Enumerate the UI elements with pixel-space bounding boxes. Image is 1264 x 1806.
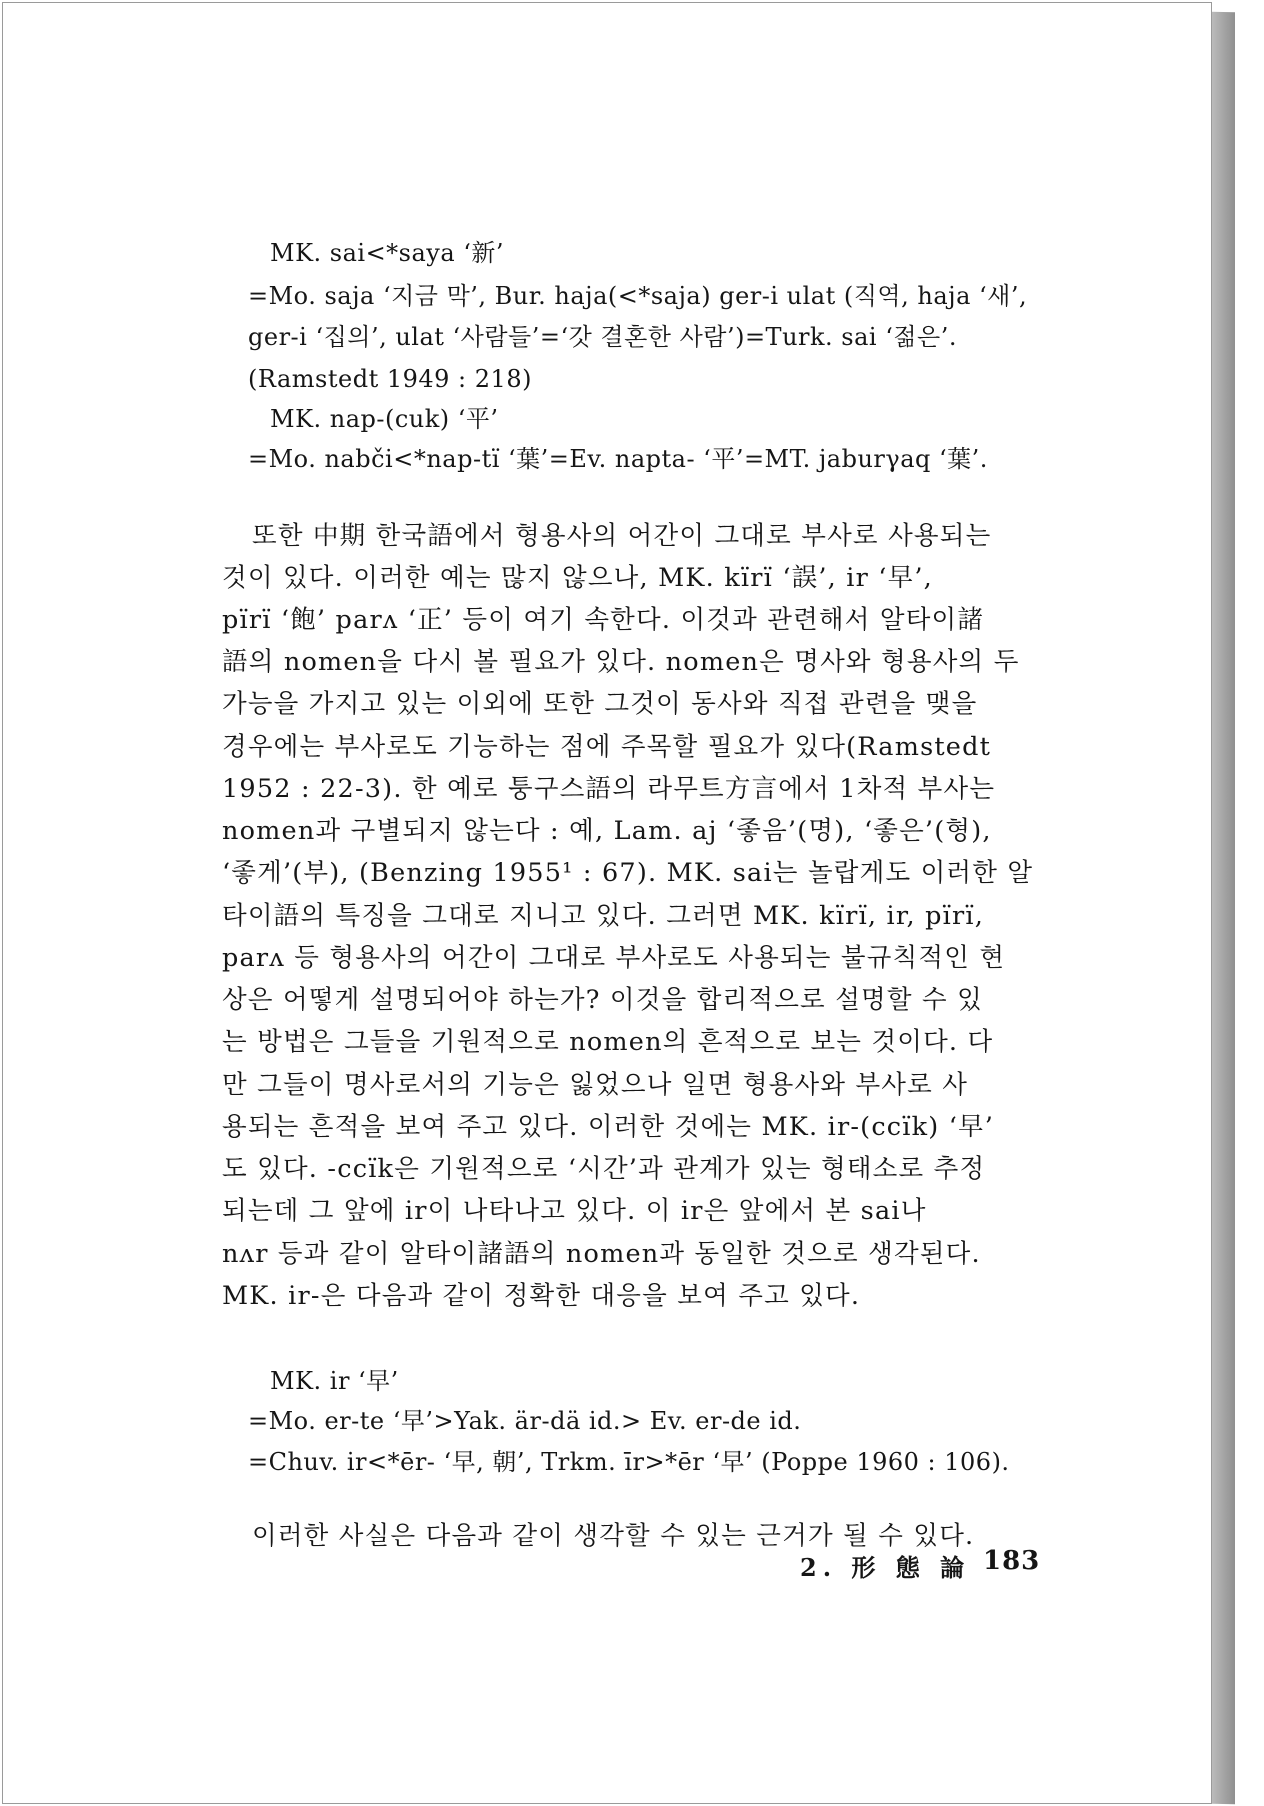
running-footer-section: 2. 形 態 論 (800, 1553, 971, 1582)
paragraph-line: 용되는 흔적을 보여 주고 있다. 이러한 것에는 MK. ir-(ccïk) ‘早’ (222, 1112, 995, 1142)
paragraph-line: nʌr 등과 같이 알타이諸語의 nomen과 동일한 것으로 생각된다. (222, 1239, 981, 1269)
paragraph-line: 만 그들이 명사로서의 기능은 잃었으나 일면 형용사와 부사로 사 (222, 1070, 969, 1100)
example-line: =Mo. saja ‘지금 막’, Bur. haja(<*saja) ger-i ulat (직역, haja ‘새’, (248, 282, 1028, 310)
example-line: (Ramstedt 1949 : 218) (248, 365, 532, 393)
example-line: =Chuv. ir<*ēr- ‘早, 朝’, Trkm. īr>*ēr ‘早’ (Poppe 1960 : 106). (248, 1448, 1010, 1476)
paragraph-line: 또한 中期 한국語에서 형용사의 어간이 그대로 부사로 사용되는 (252, 521, 992, 551)
paragraph-line: 가능을 가지고 있는 이외에 또한 그것이 동사와 직접 관련을 맺을 (222, 689, 978, 719)
paragraph-line: 1952 : 22-3). 한 예로 퉁구스語의 라무트方言에서 1차적 부사는 (222, 774, 996, 804)
paragraph-line: 도 있다. -ccïk은 기원적으로 ‘시간’과 관계가 있는 형태소로 추정 (222, 1154, 986, 1184)
paragraph-line: MK. ir-은 다음과 같이 정확한 대응을 보여 주고 있다. (222, 1281, 861, 1311)
paragraph-line: nomen과 구별되지 않는다 : 예, Lam. aj ‘좋음’(명), ‘좋은’(형), (222, 816, 992, 846)
closing-line: 이러한 사실은 다음과 같이 생각할 수 있는 근거가 될 수 있다. (252, 1521, 975, 1551)
paragraph-line: 타이語의 특징을 그대로 지니고 있다. 그러면 MK. kïrï, ir, pïrï, (222, 901, 985, 931)
paragraph-line: ‘좋게’(부), (Benzing 1955¹ : 67). MK. sai는 놀랍게도 이러한 알 (222, 858, 1034, 888)
example-line: MK. ir ‘早’ (270, 1367, 399, 1395)
paragraph-line: 것이 있다. 이러한 예는 많지 않으나, MK. kïrï ‘誤’, ir ‘早’, (222, 563, 933, 593)
example-line: =Mo. nabči<*nap-tï ‘葉’=Ev. napta- ‘平’=MT. jaburγaq ‘葉’. (248, 445, 988, 473)
paragraph-line: 는 방법은 그들을 기원적으로 nomen의 흔적으로 보는 것이다. 다 (222, 1027, 994, 1057)
page-number: 183 (983, 1546, 1041, 1576)
page-edge-shadow (1210, 12, 1235, 1805)
paragraph-line: pïrï ‘飽’ parʌ ‘正’ 등이 여기 속한다. 이것과 관련해서 알타이諸 (222, 605, 985, 635)
example-line: ger-i ‘집의’, ulat ‘사람들’=‘갓 결혼한 사람’)=Turk. sai ‘젊은’. (248, 323, 957, 351)
paragraph-line: 語의 nomen을 다시 볼 필요가 있다. nomen은 명사와 형용사의 두 (222, 647, 1020, 677)
paragraph-line: 상은 어떻게 설명되어야 하는가? 이것을 합리적으로 설명할 수 있 (222, 985, 983, 1015)
example-line: MK. nap-(cuk) ‘平’ (270, 405, 499, 433)
example-line: MK. sai<*saya ‘新’ (270, 239, 505, 267)
example-line: =Mo. er-te ‘早’>Yak. är-dä id.> Ev. er-de id. (248, 1407, 802, 1435)
paragraph-line: parʌ 등 형용사의 어간이 그대로 부사로도 사용되는 불규칙적인 현 (222, 943, 1006, 973)
paragraph-line: 되는데 그 앞에 ir이 나타나고 있다. 이 ir은 앞에서 본 sai나 (222, 1196, 927, 1226)
paragraph-line: 경우에는 부사로도 기능하는 점에 주목할 필요가 있다(Ramstedt (222, 732, 992, 762)
